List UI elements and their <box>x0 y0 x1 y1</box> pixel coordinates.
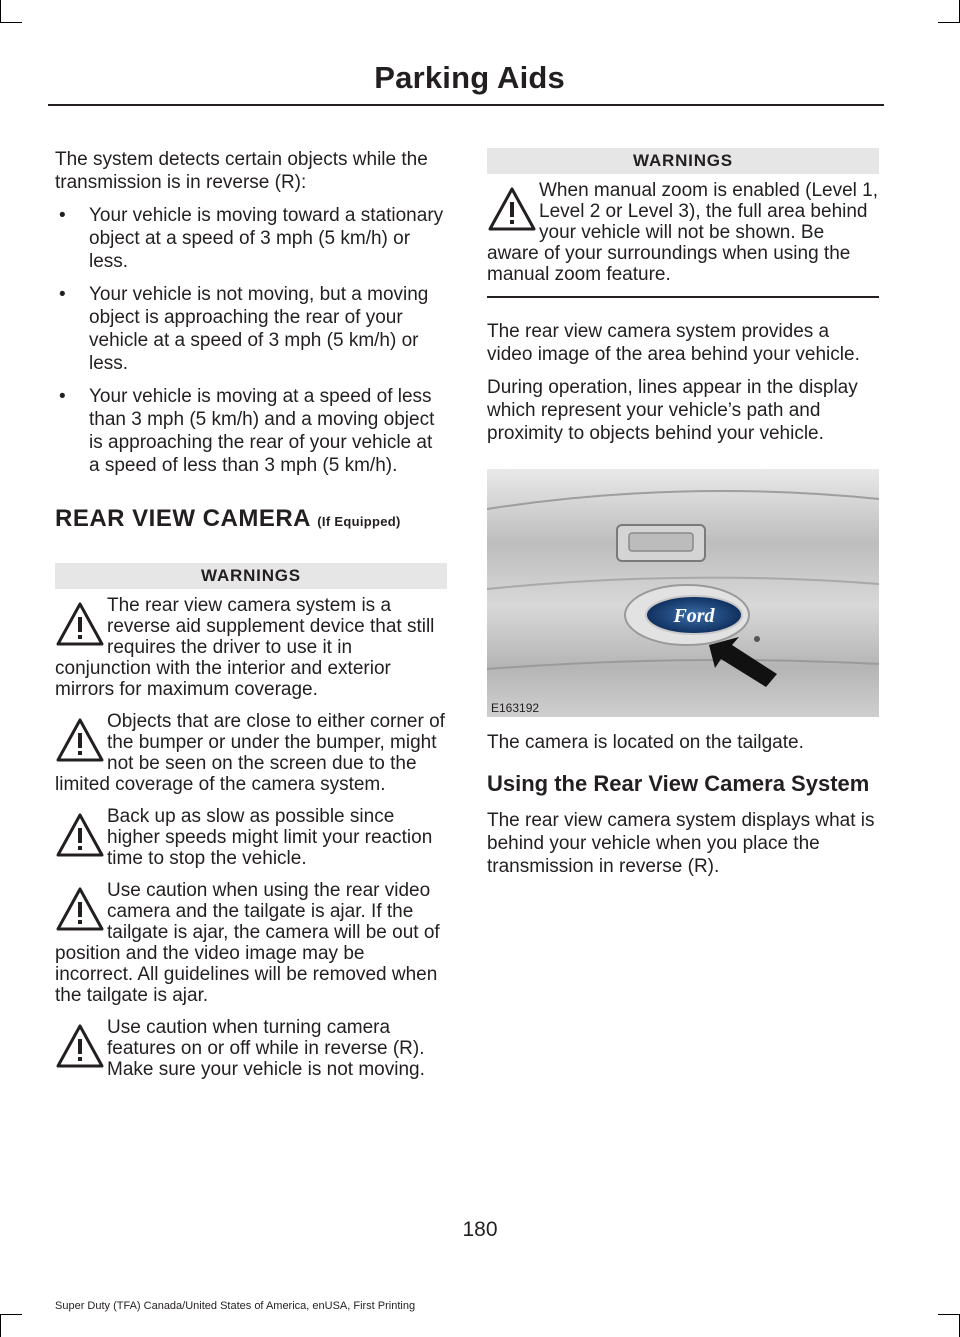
warning-triangle-icon <box>487 186 537 232</box>
right-column <box>487 148 879 888</box>
header-divider <box>48 104 884 106</box>
tailgate-camera-figure <box>487 469 879 717</box>
crop-mark <box>938 22 960 23</box>
warning-triangle-icon <box>55 1023 105 1069</box>
footer-text: Super Duty (TFA) Canada/United States of America, enUSA, First Printing <box>55 1300 416 1312</box>
crop-mark <box>0 1315 1 1337</box>
warning-triangle-icon <box>55 812 105 858</box>
warning-text: When manual zoom is enabled (Level 1, Level 2 or Level 3), the full area behind your vehicle will not be shown. Be aware of your surroundings when using the manual zoom feature. <box>487 180 879 285</box>
warning-item <box>55 806 447 869</box>
list-item-text: Your vehicle is not moving, but a moving object is approaching the rear of your vehicle at a speed of 3 mph (5 km/h) or less. <box>89 284 429 374</box>
bullet: • <box>59 205 66 226</box>
warning-item <box>55 711 447 795</box>
crop-mark <box>0 22 22 23</box>
warning-text: The rear view camera system is a reverse aid supplement device that still requires the driver to use it in conjunction with the interior and exterior mirrors for maximum coverage. <box>55 595 435 700</box>
warning-triangle-icon <box>55 886 105 932</box>
paragraph: The rear view camera system displays what is behind your vehicle when you place the transmission in reverse (R). <box>487 810 875 877</box>
warning-item <box>55 595 447 700</box>
warning-item <box>55 880 447 1006</box>
warning-text: Use caution when turning camera features on or off while in reverse (R). Make sure your vehicle is not moving. <box>107 1017 425 1080</box>
section-heading <box>55 505 447 533</box>
warning-item <box>55 1017 447 1080</box>
crop-mark <box>938 1314 960 1315</box>
tailgate-illustration <box>487 469 879 717</box>
warnings-end-divider <box>487 296 879 298</box>
warnings-header: WARNINGS <box>55 563 447 589</box>
list-item <box>55 283 447 375</box>
list-item <box>55 204 447 273</box>
warning-triangle-icon <box>55 717 105 763</box>
subheading: Using the Rear View Camera System <box>487 771 870 796</box>
paragraph: During operation, lines appear in the display which represent your vehicle’s path and proximity to objects behind your vehicle. <box>487 377 858 444</box>
list-item-text: Your vehicle is moving toward a stationary object at a speed of 3 mph (5 km/h) or less. <box>89 205 444 272</box>
page-number: 180 <box>462 1218 498 1241</box>
section-suffix: (If Equipped) <box>317 514 401 529</box>
warnings-header: WARNINGS <box>487 148 879 174</box>
detection-list <box>55 204 447 477</box>
figure-caption: The camera is located on the tailgate. <box>487 732 804 753</box>
list-item <box>55 385 447 477</box>
paragraph: The rear view camera system provides a video image of the area behind your vehicle. <box>487 321 860 365</box>
bullet: • <box>59 386 66 407</box>
warning-item <box>487 180 879 285</box>
ford-logo-text: Ford <box>673 605 715 627</box>
list-item-text: Your vehicle is moving at a speed of less than 3 mph (5 km/h) and a moving object is approaching the rear of your vehicle at a speed of less than 3 mph (5 km/h). <box>89 386 435 476</box>
warning-triangle-icon <box>55 601 105 647</box>
section-title: REAR VIEW CAMERA <box>55 505 311 532</box>
crop-mark <box>0 1314 22 1315</box>
left-column <box>55 148 447 1091</box>
page-title: Parking Aids <box>374 60 565 95</box>
warning-text: Objects that are close to either corner of the bumper or under the bumper, might not be seen on the screen due to the limited coverage of the camera system. <box>55 711 445 795</box>
figure-code: E163192 <box>491 701 540 715</box>
crop-mark <box>0 0 1 22</box>
intro-paragraph: The system detects certain objects while the transmission is in reverse (R): <box>55 149 428 193</box>
bullet: • <box>59 284 66 305</box>
warning-text: Back up as slow as possible since higher speeds might limit your reaction time to stop the vehicle. <box>107 806 433 869</box>
warning-text: Use caution when using the rear video camera and the tailgate is ajar. If the tailgate is ajar, the camera will be out of position and the video image may be incorrect. All guidelines will be removed when the tailgate is ajar. <box>55 880 440 1006</box>
